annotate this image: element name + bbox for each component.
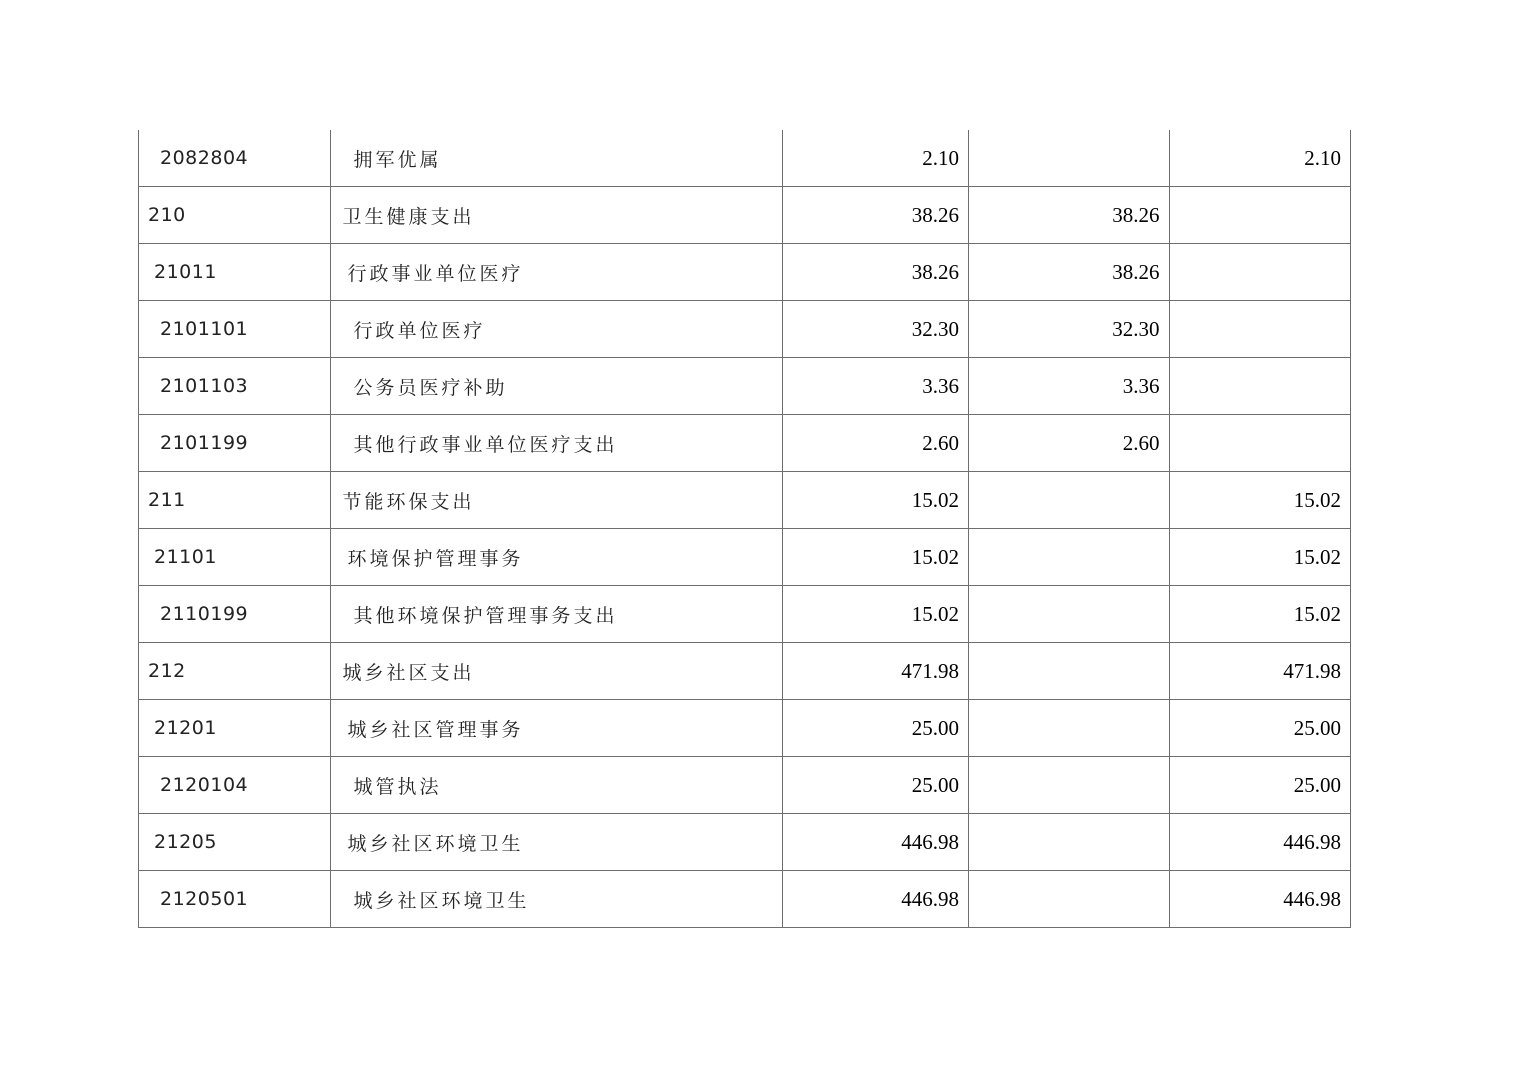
subject-name: 城乡社区管理事务	[331, 700, 782, 757]
subject-name: 公务员医疗补助	[331, 358, 782, 415]
project-amount	[1169, 187, 1350, 244]
project-amount: 25.00	[1169, 700, 1350, 757]
subject-code: 21201	[139, 700, 331, 757]
total-amount: 2.10	[782, 130, 968, 187]
subject-name: 其他环境保护管理事务支出	[331, 586, 782, 643]
total-amount: 25.00	[782, 757, 968, 814]
subject-code: 21205	[139, 814, 331, 871]
subject-name: 环境保护管理事务	[331, 529, 782, 586]
table-row	[139, 529, 1351, 586]
basic-amount: 38.26	[969, 244, 1169, 301]
table-body	[139, 130, 1351, 928]
subject-name: 其他行政事业单位医疗支出	[331, 415, 782, 472]
subject-code: 21011	[139, 244, 331, 301]
project-amount: 2.10	[1169, 130, 1350, 187]
subject-code: 211	[139, 472, 331, 529]
subject-code: 2101103	[139, 358, 331, 415]
basic-amount: 38.26	[969, 187, 1169, 244]
total-amount: 38.26	[782, 187, 968, 244]
basic-amount	[969, 643, 1169, 700]
project-amount	[1169, 301, 1350, 358]
project-amount: 15.02	[1169, 586, 1350, 643]
table-row	[139, 244, 1351, 301]
project-amount: 446.98	[1169, 871, 1350, 928]
table-row	[139, 757, 1351, 814]
basic-amount	[969, 700, 1169, 757]
subject-name: 节能环保支出	[331, 472, 782, 529]
project-amount	[1169, 415, 1350, 472]
project-amount: 25.00	[1169, 757, 1350, 814]
total-amount: 15.02	[782, 529, 968, 586]
project-amount: 15.02	[1169, 472, 1350, 529]
subject-name: 行政单位医疗	[331, 301, 782, 358]
basic-amount	[969, 472, 1169, 529]
project-amount	[1169, 358, 1350, 415]
subject-code: 2101199	[139, 415, 331, 472]
basic-amount: 3.36	[969, 358, 1169, 415]
subject-code: 21101	[139, 529, 331, 586]
total-amount: 446.98	[782, 871, 968, 928]
total-amount: 446.98	[782, 814, 968, 871]
subject-code: 2120104	[139, 757, 331, 814]
table-row	[139, 700, 1351, 757]
table-row	[139, 187, 1351, 244]
subject-name: 卫生健康支出	[331, 187, 782, 244]
total-amount: 32.30	[782, 301, 968, 358]
subject-code: 2110199	[139, 586, 331, 643]
total-amount: 2.60	[782, 415, 968, 472]
basic-amount: 2.60	[969, 415, 1169, 472]
basic-amount	[969, 814, 1169, 871]
basic-amount	[969, 529, 1169, 586]
table-row	[139, 301, 1351, 358]
subject-name: 城乡社区支出	[331, 643, 782, 700]
total-amount: 25.00	[782, 700, 968, 757]
project-amount: 15.02	[1169, 529, 1350, 586]
table-row	[139, 415, 1351, 472]
subject-code: 2101101	[139, 301, 331, 358]
subject-code: 2082804	[139, 130, 331, 187]
basic-amount	[969, 871, 1169, 928]
subject-name: 行政事业单位医疗	[331, 244, 782, 301]
project-amount: 446.98	[1169, 814, 1350, 871]
table-row	[139, 472, 1351, 529]
subject-name: 城乡社区环境卫生	[331, 814, 782, 871]
total-amount: 3.36	[782, 358, 968, 415]
total-amount: 15.02	[782, 586, 968, 643]
table-row	[139, 358, 1351, 415]
table-row	[139, 814, 1351, 871]
budget-expenditure-table	[138, 130, 1351, 928]
basic-amount	[969, 130, 1169, 187]
project-amount: 471.98	[1169, 643, 1350, 700]
subject-code: 210	[139, 187, 331, 244]
basic-amount: 32.30	[969, 301, 1169, 358]
table-row	[139, 130, 1351, 187]
subject-code: 2120501	[139, 871, 331, 928]
total-amount: 38.26	[782, 244, 968, 301]
subject-code: 212	[139, 643, 331, 700]
basic-amount	[969, 586, 1169, 643]
table-row	[139, 871, 1351, 928]
total-amount: 471.98	[782, 643, 968, 700]
subject-name: 城管执法	[331, 757, 782, 814]
table-row	[139, 586, 1351, 643]
total-amount: 15.02	[782, 472, 968, 529]
basic-amount	[969, 757, 1169, 814]
project-amount	[1169, 244, 1350, 301]
subject-name: 城乡社区环境卫生	[331, 871, 782, 928]
table-row	[139, 643, 1351, 700]
subject-name: 拥军优属	[331, 130, 782, 187]
